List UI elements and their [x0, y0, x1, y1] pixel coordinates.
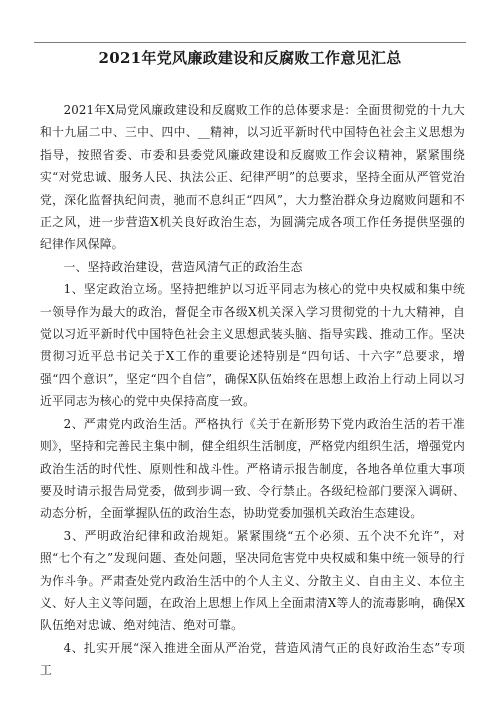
document-title: 2021年党风廉政建设和反腐败工作意见汇总: [98, 49, 402, 67]
paragraph-item-2: 2、严肃党内政治生活。严格执行《关于在新形势下党内政治生活的若干准则》，坚持和完善民主集中制，健全组织生活制度，严格党内组织生活，增强党内政治生活的时代性、原则性和战斗性。严格请示报告制度，各地各单位重大事项要及时请示报告局党委，做到步调一致、令行禁止。各级纪检部门要深入调研、动态分析，全面掌握队伍的政治生态，协助党委加强机关政治生态建设。: [40, 416, 465, 521]
document-body: [40, 99, 465, 682]
paragraph-item-3: 3、严明政治纪律和政治规矩。紧紧围绕“五个必须、五个决不允许”，对照“七个有之”发现问题、查处问题，坚决同危害党中央权威和集中统一领导的行为作斗争。严肃查处党内政治生活中的个人主义、分散主义、自由主义、本位主义、好人主义等问题，在政治上思想上作风上全面肃清X等人的流毒影响，确保X队伍绝对忠诚、绝对纯洁、绝对可靠。: [40, 528, 465, 633]
top-divider: [34, 42, 466, 43]
section-heading-1: 一、坚持政治建设，营造风清气正的政治生态: [63, 259, 303, 274]
paragraph-item-4: 4、扎实开展“深入推进全面从严治党，营造风清气正的良好政治生态”专项工: [40, 640, 465, 678]
paragraph-item-1: 1、坚定政治立场。坚持把维护以习近平同志为核心的党中央权威和集中统一领导作为最大的政治，督促全市各级X机关深入学习贯彻党的十九大精神，自觉以习近平新时代中国特色社会主义思想武装头脑、指导实践、推动工作。坚决贯彻习近平总书记关于X工作的重要论述特别是“四句话、十六字”总要求，增强“四个意识”，坚定“四个自信”，确保X队伍始终在思想上政治上行动上同以习近平同志为核心的党中央保持高度一致。: [40, 282, 465, 409]
intro-paragraph: 2021年X局党风廉政建设和反腐败工作的总体要求是：全面贯彻党的十九大和十九届二中、三中、四中、__精神，以习近平新时代中国特色社会主义思想为指导，按照省委、市委和县委党风廉政建设和反腐败工作会议精神，紧紧围绕实“对党忠诚、服务人民、执法公正、纪律严明”的总要求，坚持全面从严管党治党，深化监督执纪问责，驰而不息纠正“四风”，大力整治群众身边腐败问题和不正之风，进一步营造X机关良好政治生态，为圆满完成各项工作任务提供坚强的纪律作风保障。: [40, 103, 465, 252]
